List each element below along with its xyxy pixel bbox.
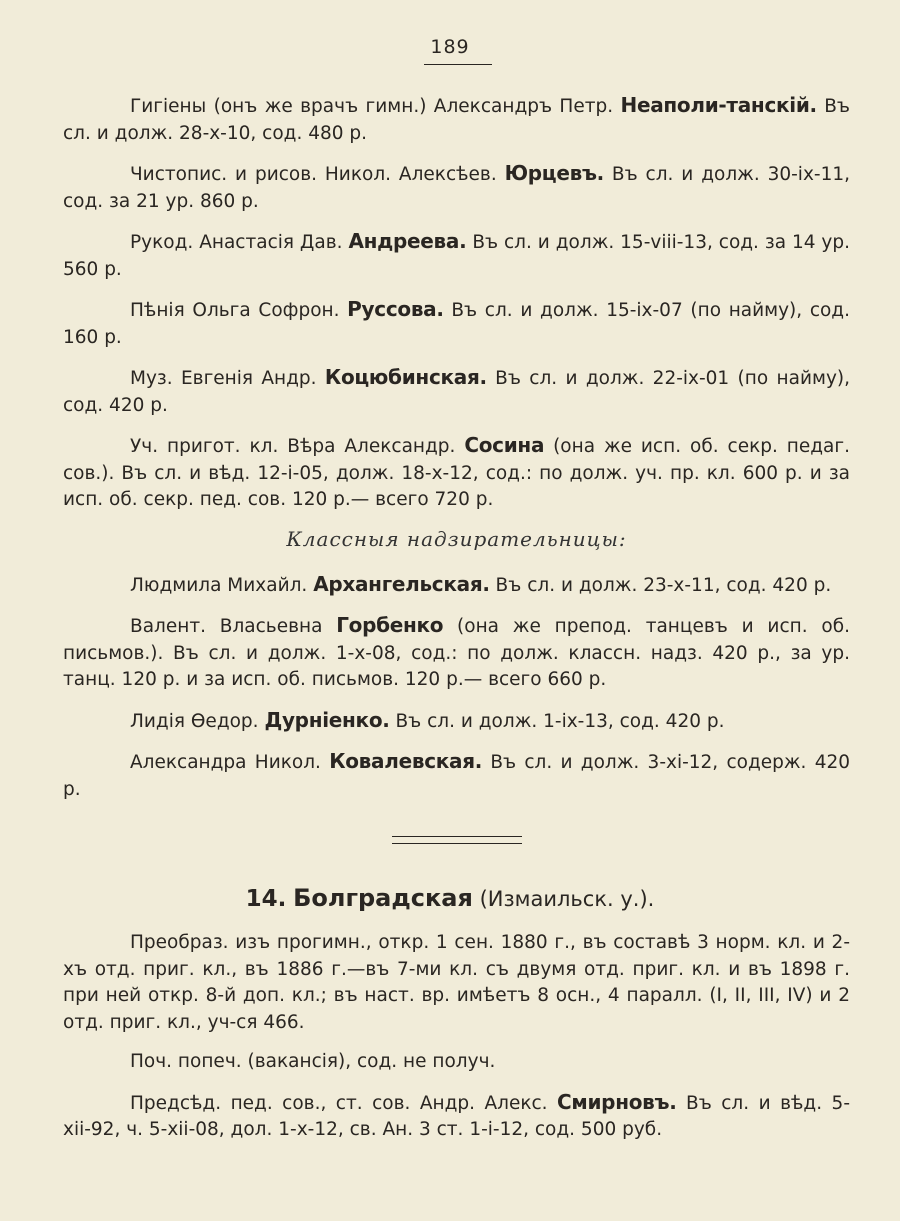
section-subtitle: (Измаильск. у.). xyxy=(479,887,655,911)
staff-list-top xyxy=(63,92,850,816)
staff-entry: Муз. Евгенія Андр. Коцюбинская. Въ сл. и долж. 22-іх-01 (по найму), сод. 420 р. xyxy=(63,365,850,416)
staff-entry: Валент. Власьевна Горбенко (она же препод. танцевъ и исп. об. письмов.). Въ сл. и долж. 1-х-08, сод.: по долж. классн. надз. 420 р., за ур. танц. 120 р. и за исп. об. письмов. 120 р.— всего 660 р. xyxy=(63,613,850,690)
section-number: 14. xyxy=(245,886,287,912)
staff-entry: Пѣнія Ольга Софрон. Руссова. Въ сл. и долж. 15-іх-07 (по найму), сод. 160 р. xyxy=(63,297,850,348)
page-number: 189 xyxy=(430,36,470,58)
section-paragraph: Поч. попеч. (вакансія), сод. не получ. xyxy=(130,1051,496,1072)
subheading-class-supervisors: Классныя надзирательницы: xyxy=(286,526,627,551)
staff-entry: Александра Никол. Ковалевская. Въ сл. и долж. 3-хі-12, содерж. 420 р. xyxy=(63,749,850,800)
staff-entry: Предсѣд. пед. сов., ст. сов. Андр. Алекс. Смирновъ. Въ сл. и вѣд. 5-хіі-92, ч. 5-хіі-08, дол. 1-х-12, св. Ан. 3 ст. 1-і-12, сод. 500 руб. xyxy=(63,1089,850,1140)
section-divider xyxy=(392,836,522,844)
staff-entry: Гигіены (онъ же врачъ гимн.) Александръ Петр. Неаполи-танскій. Въ сл. и долж. 28-х-10, сод. 480 р. xyxy=(63,93,850,144)
section-body xyxy=(63,930,850,1157)
staff-entry: Уч. пригот. кл. Вѣра Александр. Сосина (она же исп. об. секр. педаг. сов.). Въ сл. и вѣд. 12-і-05, долж. 18-х-12, сод.: по долж. уч. пр. кл. 600 р. и за исп. об. секр. пед. сов. 120 р.— всего 720 р. xyxy=(63,433,850,510)
section-heading xyxy=(0,884,900,912)
header-rule xyxy=(424,64,492,65)
staff-entry: Людмила Михайл. Архангельская. Въ сл. и долж. 23-х-11, сод. 420 р. xyxy=(130,571,832,596)
staff-entry: Рукод. Анастасія Дав. Андреева. Въ сл. и долж. 15-vііі-13, сод. за 14 ур. 560 р. xyxy=(63,229,850,280)
section-title: Болградская xyxy=(293,884,473,912)
section-paragraph: Преобраз. изъ прогимн., откр. 1 сен. 1880 г., въ составѣ 3 норм. кл. и 2-хъ отд. приг. кл., въ 1886 г.—въ 7-ми кл. съ двумя отд. приг. кл. и въ 1898 г. при ней откр. 8-й доп. кл.; въ наст. вр. имѣетъ 8 осн., 4 паралл. (I, II, III, IV) и 2 отд. приг. кл., уч-ся 466. xyxy=(63,932,850,1033)
staff-entry: Чистопис. и рисов. Никол. Алексѣев. Юрцевъ. Въ сл. и долж. 30-іх-11, сод. за 21 ур. 860 р. xyxy=(63,161,850,212)
staff-entry: Лидія Өедор. Дурніенко. Въ сл. и долж. 1-іх-13, сод. 420 р. xyxy=(130,707,725,732)
